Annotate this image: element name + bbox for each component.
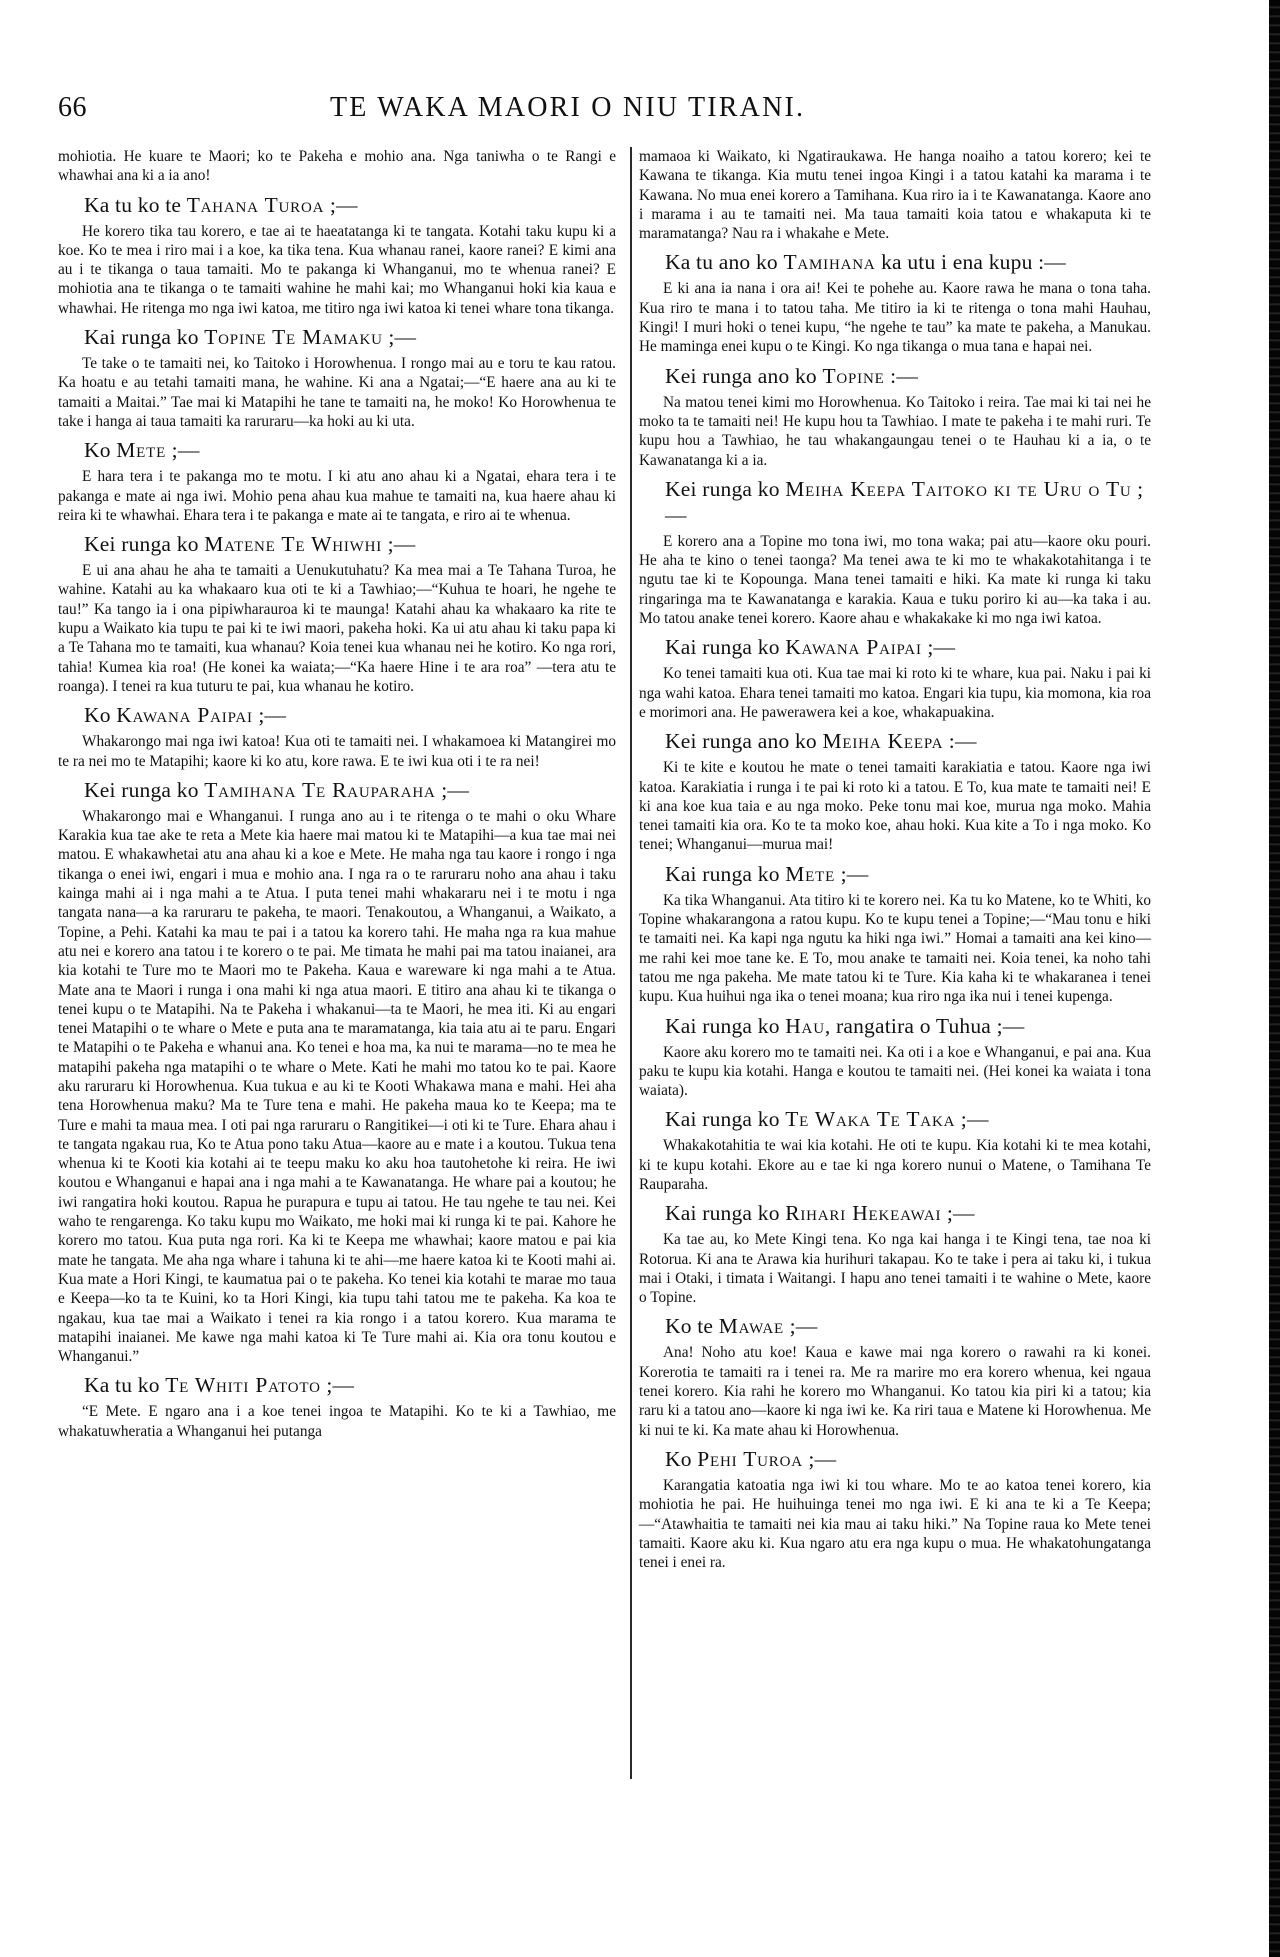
speaker-name: Tamihana Te Rauparaha (204, 777, 436, 802)
speaker-heading (639, 1106, 1151, 1132)
heading-tail: :— (890, 363, 919, 388)
heading-lead: Ka tu ano ko (665, 250, 778, 275)
heading-tail: ;— (927, 635, 956, 660)
heading-lead: Ka tu ko te (84, 192, 182, 217)
heading-tail: :— (948, 729, 977, 754)
speech-paragraph: Ka tika Whanganui. Ata titiro ki te korero nei. Ka tu ko Matene, ko te Whiti, ko Topine whakarangona a ratou kupu. Ko te kupu tenei a Topine;—“Mau tonu e hiki te tamaiti nei. Ka kapi nga ngutu ka hiki nga iwi.” Homai a tamaiti ana kei kino—me rahi kei moe tane ke. E To, mou anake te tamaiti nei. Koia tenei, ka noho tahi tatou me nga pakeha. Me mate tatou ki te Ture. Kia kaha ki te whakaranea i tenei kupu. Kua huihui nga ika o tenei moana; kua riro nga ika nui i tenei kupenga. (639, 891, 1151, 1006)
heading-tail: ka utu i ena kupu :— (881, 250, 1066, 275)
heading-lead: Kei runga ko (84, 777, 199, 802)
heading-tail: ;— (171, 438, 200, 463)
page-number: 66 (58, 92, 87, 123)
heading-tail: ;— (388, 325, 417, 350)
heading-lead: Kei runga ano ko (665, 729, 817, 754)
speaker-name: Te Whiti Patoto (165, 1373, 321, 1398)
speaker-heading (58, 192, 616, 218)
speaker-name: Kawana Paipai (116, 703, 253, 728)
speaker-heading (639, 1313, 1151, 1339)
speaker-heading (639, 476, 1151, 528)
speech-paragraph: Whakarongo mai nga iwi katoa! Kua oti te tamaiti nei. I whakamoea ki Matangirei mo te ra nei mo te Matapihi; kaore ki ko atu, kore rawa. E te iwi kua oti i te ra nei! (58, 733, 616, 770)
heading-tail: ;— (946, 1201, 975, 1226)
speech-paragraph: Ana! Noho atu koe! Kaua e kawe mai nga korero o rawahi ra ki konei. Korerotia te tamaiti ra i tenei ra. Me ra marire mo era korero whenua, kei ngaua tenei korero. Kia rahi he korero mo Whanganui. Ko tatou kia piri ki a tatou; kia raru ki a tatou ano—kaore ki nga iwi ke. Ka riri taua e Matene ki Horowhenua. Me ki nui te ki. Ka mate ahau ki Horowhenua. (639, 1344, 1151, 1439)
speech-paragraph: “E Mete. E ngaro ana i a koe tenei ingoa te Matapihi. Ko te ki a Tawhiao, me whakatuwheratia a Whanganui hei putanga (58, 1403, 616, 1440)
heading-tail: ;— (665, 476, 1144, 527)
speaker-name: Mete (116, 438, 167, 463)
heading-tail: ;— (808, 1446, 837, 1471)
heading-tail: ;— (329, 192, 358, 217)
speaker-heading (639, 728, 1151, 754)
opening-paragraph: mohiotia. He kuare te Maori; ko te Pakeha e mohio ana. Nga taniwha o te Rangi e whawhai ana ki a ia ano! (58, 148, 616, 185)
speaker-heading (639, 634, 1151, 660)
speech-paragraph: Whakarongo mai e Whanganui. I runga ano au i te ritenga o te mahi o oku Whare Karakia kua tae ake te reta a Mete kia haere mai matou ki te Matapihi—a kua tae mai nei matou. E whakawhetai atu ana ahau ki a koe e Mete. He maha nga tau kaore i rongo i nga tikanga o enei iwi, engari i mua e mohio ana. I nga ra o te raruraru noho ana ahau i taku kainga mahi ai i nga mahi a te Atua. I puta tenei mahi whakararu nei i te motu i nga tangata nana—a ka raruraru te pakeha, te maori. Tenakoutou, a Whanganui, a Waikato, a Topine, a Pehi. Katahi ka mau te pai i a tatou ka korero tahi. He maha nga ra kua mahue atu nei e korero ana tatou i te korero o te pai. Me timata he mahi pai ma tatou inaianei, ara kia kotahi te Ture mo te Maori mo te Pakeha. Kaua e wareware ki nga mahi a te Atua. Mate ana te Maori i runga i ona mahi ki nga atua maori. E titiro ana ahau ki te tikanga o tenei kupu o te Matapihi. Na te Pakeha i whakanui—ta te Maori, he mea iti. Ki au engari tenei Matapihi o te whare o Mete e puta ana te maramatanga, kia taia atu ai te paru. Engari te Matapihi o te Pakeha e whanui ana. Ko tenei e hoa ma, ka nui te marama—no te mea he matapihi pakeha nga matapihi o te whare o Mete. Kati he mahi mo tatou ko te pai. Kaore aku raruraru ki Horowhenua. Kua tukua e au ki te Kooti Whakawa mana e mahi. Hei aha tena Horowhenua maku? Ma te Ture tena e mahi. He pakeha maua ko te Keepa; ma te Ture e mahi ta maua mea. I oti pai nga raruraru o Rangitikei—i oti ki te Ture. Ehara ahau i te tangata ngakau rua, Ko te Atua pono taku Atua—kaore au e mate i a koutou. Tukua tena whenua ki te Kooti kia kotahi ai te teepu maku ko aku hoa tautohetohe ki reira. He iwi koutou e Whanganui e hapai ana i nga mahi a te Kawanatanga. He whare pai a koutou; he iwi rangatira hoki koutou. Rapua he purapura e tupu ai tatou. He tau ngehe te tau nei. Kei waho te rengarenga. Ko taku kupu mo Waikato, me hoki mai ki runga ki te pai. Kahore he korero mo tatou. Kua puta nga rori. Ka ki te Keepa me whawhai; kaore matou e pai kia mate he tangata. Me aha nga whare i tahuna ki te ahi—me haere katoa ki te Kooti mahi ai. Kua mate a Hori Kingi, te kaumatua pai o te pakeha. Ko tenei kia kotahi te marae mo taua e Keepa—ko ta te Kuini, ko ta Hori Kingi, kia tupu tahi tatou me te pakeha. Ka koa te ngakau, kua tae mai a Waikato i tenei ra kia rongo i a tatou korero. Kua marama te matapihi inaianei. Me kawe nga mahi katoa ki Te Ture mahi ai. Kia ora tonu koutou e Whanganui.” (58, 807, 616, 1366)
speech-paragraph: Whakakotahitia te wai kia kotahi. He oti te kupu. Kia kotahi ki te mea kotahi, ki te kupu kotahi. Ekore au e tae ki nga korero nunui o Matene, o Tamihana Te Rauparaha. (639, 1137, 1151, 1193)
page-binding-edge (1269, 0, 1280, 1957)
opening-paragraph: mamaoa ki Waikato, ki Ngatiraukawa. He hanga noaiho a tatou korero; kei te Kawana te tikanga. Kia mutu tenei ingoa Kingi i a tatou katahi ka marama i te Kawana. No mua enei korero a Tamihana. Kua riro ia i te Kawanatanga. Kaore ano i marama i au te tamaiti nei. Ma taua tamaiti koia tatou e whakaputa ki te maramatanga? Nau ra i whakahe e Mete. (639, 148, 1151, 243)
speaker-name: Topine Te Mamaku (204, 325, 383, 350)
page-header (58, 92, 1088, 132)
speaker-heading (58, 702, 616, 728)
speaker-heading (639, 1200, 1151, 1226)
speaker-name: Topine (822, 363, 885, 388)
speech-paragraph: Ka tae au, ko Mete Kingi tena. Ko nga kai hanga i te Kingi tena, tae noa ki Rotorua. Ki ana te Arawa kia hurihuri takapau. Ko te take i pera ai taku ki, i tukua mai i Otaki, i timata i Waitangi. I hapu ano tenei tamaiti i te wahine o Mete, kaore o Topine. (639, 1231, 1151, 1307)
speaker-name: Meiha Keepa Taitoko ki te Uru o Tu (785, 476, 1132, 501)
heading-lead: Ka tu ko (84, 1373, 160, 1398)
speaker-heading (58, 1372, 616, 1398)
speaker-name: Tamihana (783, 250, 876, 275)
heading-lead: Kai runga ko (665, 1107, 780, 1132)
column-divider (630, 147, 632, 1779)
heading-lead: Ko (665, 1446, 692, 1471)
speaker-heading (639, 363, 1151, 389)
heading-tail: ;— (789, 1314, 818, 1339)
heading-tail: ;— (840, 861, 869, 886)
speaker-name: Mete (785, 861, 836, 886)
speaker-name: Kawana Paipai (785, 635, 922, 660)
speech-paragraph: E hara tera i te pakanga mo te motu. I ki atu ano ahau ki a Ngatai, ehara tera i te pakanga e mate ai nga iwi. Mohio pena ahau kua mahue te tamaiti na, kua haere ahau ki reira ki te whawhai. Ehara tera i te pakanga e mate ai te tangata, e riro ai te whenua. (58, 468, 616, 524)
speaker-name: Rihari Hekeawai (785, 1201, 942, 1226)
speech-paragraph: Kaore aku korero mo te tamaiti nei. Ka oti i a koe e Whanganui, e pai ana. Kua paku te kupu kia kotahi. Hanga e koutou te tamaiti nei. (Hei konei ka waiata i tona waiata). (639, 1043, 1151, 1100)
heading-tail: ;— (960, 1107, 989, 1132)
heading-lead: Kei runga ko (665, 476, 780, 501)
speech-paragraph: He korero tika tau korero, e tae ai te haeatatanga ki te tangata. Kotahi taku kupu ki a koe. Ko te mea i riro mai i a koe, ka tika tena. Kua whanau ranei, kaore ranei? E kimi ana au i te tikanga o taua tamaiti. Mo te pakanga ki Whanganui, mo te whenua ranei? E mohiotia ana te tikanga o te tamaiti wahine he mahi kai; mo Whanganui hoki kia kaua e whawhai. He ritenga mo nga iwi katoa, me titiro nga iwi katoa ki tenei whare tona tikanga. (58, 222, 616, 317)
heading-tail: ;— (258, 703, 287, 728)
speech-paragraph: E korero ana a Topine mo tona iwi, mo tona waka; pai atu—kaore oku pouri. He aha te kino o tenei taonga? Ma tenei awa te ki mo te whakakotahitanga i te ngutu tae ki te Kopounga. Mana tenei tamaiti e hiki. Ka mate ki runga ki taku ringaringa ma te Kawanatanga e karakia. Kaua e tuku poriro ki au—ka taka i au. Mo tatou anake tenei korero. Kaore ahau e whakakake ki mo nga iwi katoa. (639, 532, 1151, 628)
speaker-name: Hau (785, 1013, 825, 1038)
heading-lead: Kai runga ko (665, 1013, 780, 1038)
speech-paragraph: E ui ana ahau he aha te tamaiti a Uenukutuhatu? Ka mea mai a Te Tahana Turoa, he wahine. Katahi au ka whakaaro kua oti te ki a Tawhiao;—“Kuhua te hoari, he ngehe te tau!” Ka tango ia i ona pipiwharauroa ki te maunga! Katahi ahau ka whakaaro ka rite te kupu a Waikato kia tupu te pai ki te iwi maori, pakeha hoki. Ka ui atu ahau ki taku papa ki a Te Tahana mo te tamaiti, kua whanau? Koia tenei kua whanau nei he kotiro. Ko nga rori, tahia! Kumea kia roa! (He konei ka waiata;—“Ka haere Hine i te ara roa” —tera atu te roanga). I tenei ra kua tuturu te pai, kua whanau he kotiro. (58, 562, 616, 695)
speaker-name: Meiha Keepa (822, 729, 944, 754)
heading-tail: ;— (387, 532, 416, 557)
heading-lead: Ko (84, 703, 111, 728)
heading-lead: Ko (84, 438, 111, 463)
speaker-heading (639, 861, 1151, 887)
heading-lead: Kai runga ko (84, 325, 199, 350)
speaker-name: Te Waka Te Taka (785, 1107, 956, 1132)
speaker-heading (58, 437, 616, 463)
right-column (639, 147, 1151, 1572)
speech-paragraph: Karangatia katoatia nga iwi ki tou whare. Mo te ao katoa tenei korero, kia mohiotia he pai. He huihuinga tenei mo nga iwi. E ki ana te ki a Te Keepa;—“Atawhaitia te tamaiti nei kia mau ai taku hiki.” Na Topine raua ko Mete tenei tamaiti. Kaore aku ki. Kua ngaro atu era nga kupu o mua. He whakatohungatanga tenei i enei ra. (639, 1476, 1151, 1572)
heading-lead: Kai runga ko (665, 1201, 780, 1226)
heading-lead: Kai runga ko (665, 635, 780, 660)
speech-paragraph: E ki ana ia nana i ora ai! Kei te pohehe au. Kaore rawa he mana o tona taha. Kua riro te mana i to tatou taha. Me titiro ia ki te ritenga o tona mahi Hauhau, Kingi! I muri hoki o tenei kupu, “he ngehe te tau” ka mate te pakeha, a Manukau. He maminga enei kupu o te Kingi. Ko nga tikanga o mua tana e hapai nei. (639, 280, 1151, 356)
speaker-heading (58, 777, 616, 803)
heading-tail: ;— (326, 1373, 355, 1398)
speaker-heading (58, 531, 616, 557)
running-title: TE WAKA MAORI O NIU TIRANI. (330, 92, 806, 123)
speaker-name: Mawae (718, 1314, 784, 1339)
speech-paragraph: Na matou tenei kimi mo Horowhenua. Ko Taitoko i reira. Tae mai ki tai nei he moko ta te tamaiti nei! He kupu hou ta Tawhiao. I mate te pakeha i te mahi ruri. Te kupu hou a Tawhiao, he tau whakangaungau tenei o te Hauhau ki a ia, o te Kawanatanga ki a ia. (639, 393, 1151, 469)
speaker-heading (639, 1446, 1151, 1472)
heading-tail: ;— (441, 777, 470, 802)
heading-lead: Kei runga ko (84, 532, 199, 557)
speech-paragraph: Ki te kite e koutou he mate o tenei tamaiti karakiatia e tatou. Kaore nga iwi katoa. Karakiatia i runga i te pai ki roto ki a tatou. E To, kua mate te tamaiti nei! E ki ana koe kua taia e au nga moko. Peke tonu mai koe, murua nga moko. Mahia tenei tamaiti kia ora. Ko te ta moko koe, ahau hoki. Kua kite a To i nga moko. Ko tenei; Whanganui—murua mai! (639, 759, 1151, 854)
speech-paragraph: Ko tenei tamaiti kua oti. Kua tae mai ki roto ki te whare, kua pai. Naku i pai ki nga wahi katoa. Ehara tenei tamaiti mo katoa. Engari kia tupu, kia momona, kia roa e morimori ana. He pawerawera kei a koe, whakapuakina. (639, 665, 1151, 721)
heading-lead: Kai runga ko (665, 861, 780, 886)
article-columns (58, 147, 1151, 1937)
speaker-heading (58, 324, 616, 350)
heading-tail: , rangatira o Tuhua ;— (824, 1013, 1025, 1038)
speaker-name: Matene Te Whiwhi (204, 532, 383, 557)
speaker-heading (639, 249, 1151, 275)
speech-paragraph: Te take o te tamaiti nei, ko Taitoko i Horowhenua. I rongo mai au e toru te kau ratou. Ka hoatu e au tetahi tamaiti mana, he wahine. Ki ana a Ngatai;—“E haere ana au ki te tamaiti a Maitai.” Tae mai ki Matapihi he tane te tamaiti na, he moko! Ko Horowhenua te take i hanga ai taua tamaiti ka raruraru—ka hoki au ki uta. (58, 355, 616, 430)
speaker-name: Tahana Turoa (186, 192, 325, 217)
heading-lead: Ko te (665, 1314, 714, 1339)
left-column (58, 147, 616, 1441)
speaker-heading (639, 1013, 1151, 1039)
heading-lead: Kei runga ano ko (665, 363, 817, 388)
speaker-name: Pehi Turoa (697, 1446, 803, 1471)
